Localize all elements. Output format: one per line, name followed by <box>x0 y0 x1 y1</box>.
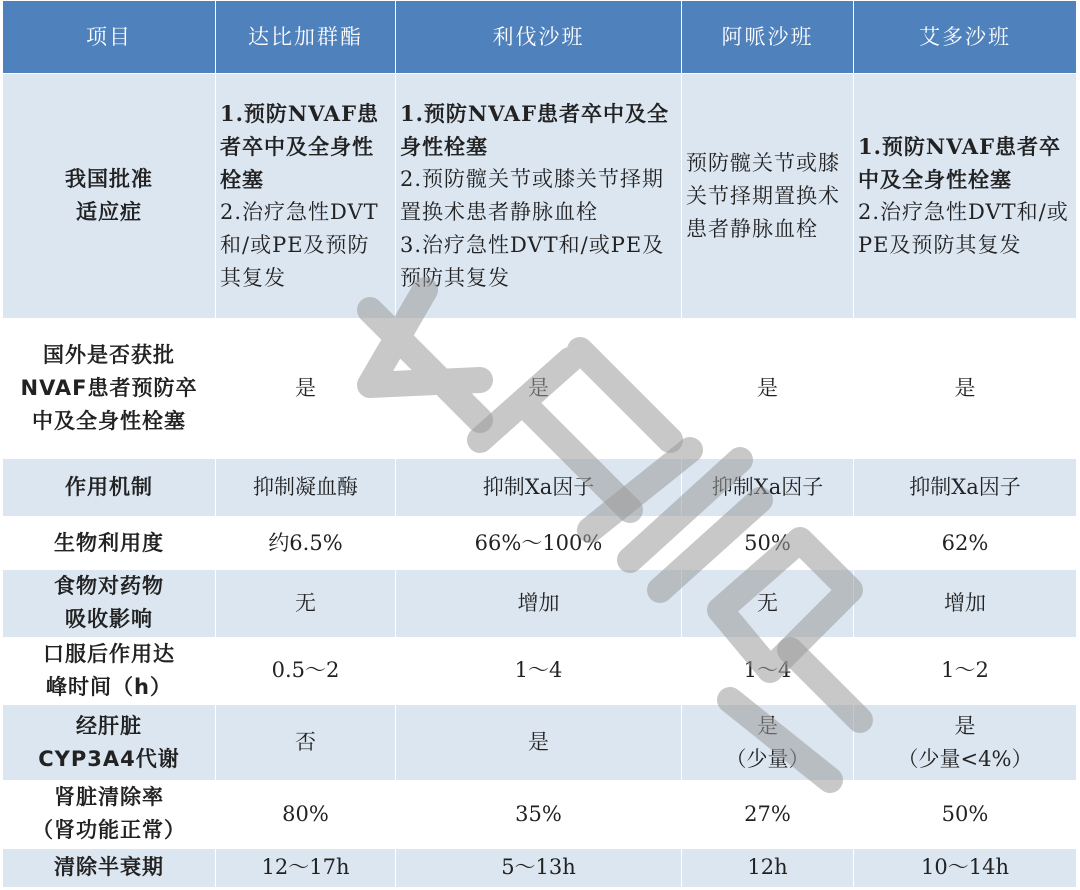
table-row <box>3 319 1077 458</box>
value-cell: 抑制Xa因子 <box>396 458 682 517</box>
header-apixaban: 阿哌沙班 <box>682 1 854 74</box>
value-cell: 1～4 <box>682 637 854 705</box>
row-label: 肾脏清除率 （肾功能正常） <box>3 780 216 848</box>
row-label: 经肝脏 CYP3A4代谢 <box>3 705 216 781</box>
drug-comparison-table <box>2 0 1077 888</box>
value-cell: 抑制凝血酶 <box>216 458 396 517</box>
row-label: 我国批准 适应症 <box>3 74 216 319</box>
value-cell: 是 <box>396 319 682 458</box>
value-cell: 50% <box>854 780 1077 848</box>
table-row <box>3 637 1077 705</box>
table-row <box>3 780 1077 848</box>
value-cell: 否 <box>216 705 396 781</box>
row-label: 国外是否获批 NVAF患者预防卒 中及全身性栓塞 <box>3 319 216 458</box>
table-row <box>3 458 1077 517</box>
value-cell: 抑制Xa因子 <box>854 458 1077 517</box>
value-cell: 增加 <box>854 569 1077 637</box>
table-row <box>3 517 1077 570</box>
table-row <box>3 569 1077 637</box>
value-cell: 1～4 <box>396 637 682 705</box>
value-cell: 5～13h <box>396 848 682 887</box>
indication-line: 1.预防NVAF患者卒中及全身性栓塞 <box>220 101 379 193</box>
value-cell: 12h <box>682 848 854 887</box>
value-cell: 27% <box>682 780 854 848</box>
value-cell: 62% <box>854 517 1077 570</box>
indication-line: 2.预防髋关节或膝关节择期置换术患者静脉血栓 <box>400 167 665 225</box>
indication-cell <box>216 74 396 319</box>
value-cell: 抑制Xa因子 <box>682 458 854 517</box>
table-row <box>3 848 1077 887</box>
header-rivaroxaban: 利伐沙班 <box>396 1 682 74</box>
indication-line: 预防髋关节或膝关节择期置换术患者静脉血栓 <box>686 150 840 241</box>
table-row <box>3 705 1077 781</box>
value-cell: 无 <box>216 569 396 637</box>
value-cell: 无 <box>682 569 854 637</box>
indication-line: 1.预防NVAF患者卒中及全身性栓塞 <box>858 134 1061 193</box>
value-cell: 增加 <box>396 569 682 637</box>
value-cell: 10～14h <box>854 848 1077 887</box>
header-edoxaban: 艾多沙班 <box>854 1 1077 74</box>
header-item: 项目 <box>3 1 216 74</box>
indication-cell <box>682 74 854 319</box>
header-row <box>3 1 1077 74</box>
indication-line: 2.治疗急性DVT和/或PE及预防其复发 <box>858 200 1069 258</box>
value-cell: 80% <box>216 780 396 848</box>
value-cell: 是 （少量<4%） <box>854 705 1077 781</box>
indication-line: 1.预防NVAF患者卒中及全身性栓塞 <box>400 101 669 160</box>
value-cell: 是 <box>216 319 396 458</box>
value-cell: 35% <box>396 780 682 848</box>
value-cell: 50% <box>682 517 854 570</box>
row-label: 食物对药物 吸收影响 <box>3 569 216 637</box>
value-cell: 约6.5% <box>216 517 396 570</box>
row-label: 口服后作用达 峰时间（h） <box>3 637 216 705</box>
header-dabigatran: 达比加群酯 <box>216 1 396 74</box>
value-cell: 1～2 <box>854 637 1077 705</box>
indication-line: 2.治疗急性DVT和/或PE及预防其复发 <box>220 200 379 291</box>
value-cell: 12～17h <box>216 848 396 887</box>
value-cell: 是 （少量） <box>682 705 854 781</box>
row-label: 生物利用度 <box>3 517 216 570</box>
value-cell: 66%～100% <box>396 517 682 570</box>
value-cell: 0.5～2 <box>216 637 396 705</box>
value-cell: 是 <box>854 319 1077 458</box>
row-label: 作用机制 <box>3 458 216 517</box>
indication-cell <box>396 74 682 319</box>
row-label: 清除半衰期 <box>3 848 216 887</box>
indication-line: 3.治疗急性DVT和/或PE及预防其复发 <box>400 233 665 291</box>
indication-row <box>3 74 1077 319</box>
value-cell: 是 <box>396 705 682 781</box>
value-cell: 是 <box>682 319 854 458</box>
indication-cell <box>854 74 1077 319</box>
